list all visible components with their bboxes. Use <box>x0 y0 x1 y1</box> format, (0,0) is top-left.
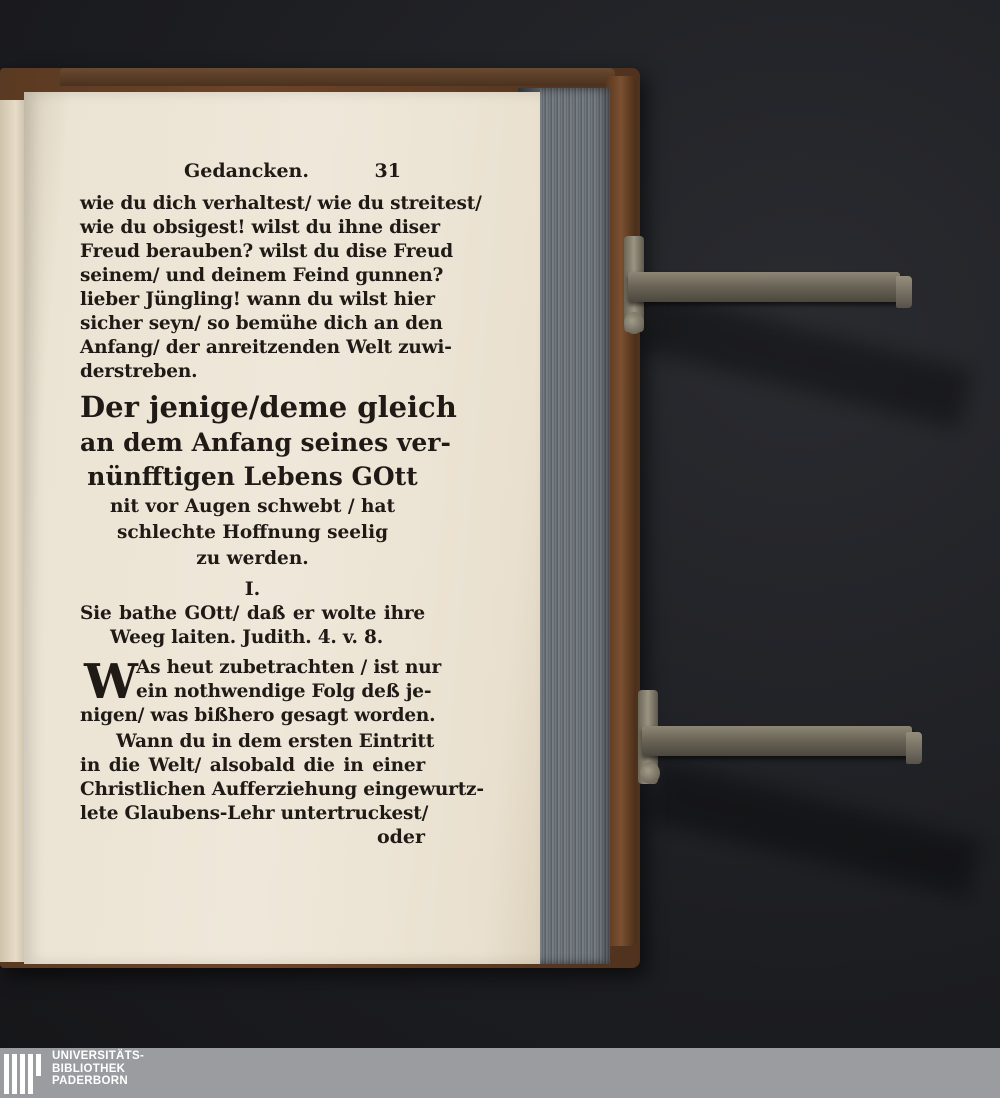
library-footer-bar <box>0 1048 1000 1098</box>
heading-line: zu werden. <box>196 548 309 569</box>
text-line: Wann du in dem ersten Eintritt <box>116 731 435 752</box>
paragraph-opening <box>80 654 442 728</box>
text-line: lieber Jüngling! wann du wilst hier <box>80 289 435 310</box>
section-number: I. <box>244 578 261 600</box>
library-logo-text <box>52 1050 144 1088</box>
section-number-block <box>80 578 425 600</box>
heading-line: nünfftigen Lebens GOtt <box>87 462 418 491</box>
catchword: oder <box>376 826 425 848</box>
drop-initial: W <box>84 654 138 710</box>
logo-line: PADERBORN <box>52 1075 128 1087</box>
heading-line: Der jenige/deme gleich <box>80 390 457 424</box>
clasp-knob-top <box>624 312 644 334</box>
logo-line: BIBLIOTHEK <box>52 1062 126 1075</box>
clasp-bar-bottom <box>642 726 912 756</box>
text-line: in die Welt/ alsobald die in einer <box>80 755 425 776</box>
page-number: 31 <box>374 160 401 182</box>
text-line: wie du obsigest! wilst du ihne diser <box>80 217 440 238</box>
left-page-sliver <box>0 100 27 962</box>
motto-line: Sie bathe GOtt/ daß er wolte ihre <box>80 603 425 624</box>
running-head: Gedancken. <box>184 160 309 182</box>
text-line: derstreben. <box>80 361 198 382</box>
clasp-shadow-top <box>638 291 973 429</box>
paragraph-continued <box>80 192 482 384</box>
text-line: Christlichen Aufferziehung eingewurtz- <box>80 779 484 800</box>
clasp-shadow-bottom <box>648 761 983 899</box>
clasp-bar-top <box>628 272 900 302</box>
motto-line: Weeg laiten. Judith. 4. v. 8. <box>110 627 383 648</box>
text-line: wie du dich verhaltest/ wie du streitest/ <box>80 193 482 214</box>
book-fore-edge-cover <box>606 76 636 946</box>
section-heading <box>80 388 457 572</box>
text-line: sicher seyn/ so bemühe dich an den <box>80 313 443 334</box>
paragraph-body <box>80 730 484 848</box>
text-line: ein nothwendige Folg deß je- <box>136 681 432 702</box>
heading-line: schlechte Hoffnung seelig <box>116 522 389 543</box>
text-line: nigen/ was bißhero gesagt worden. <box>80 705 436 726</box>
logo-line: UNIVERSITÄTS- <box>52 1050 145 1062</box>
text-line: Anfang/ der anreitzenden Welt zuwi- <box>80 337 452 358</box>
heading-line: nit vor Augen schwebt / hat <box>109 496 396 517</box>
clasp-end-bottom <box>906 732 922 764</box>
book-cover-top-edge <box>60 68 615 86</box>
text-line: seinem/ und deinem Feind gunnen? <box>80 265 444 286</box>
clasp-knob-bottom <box>640 762 660 784</box>
text-line: As heut zubetrachten / ist nur <box>136 657 442 678</box>
heading-line: an dem Anfang seines ver- <box>80 428 451 457</box>
library-logo-icon <box>4 1054 42 1094</box>
motto <box>80 602 425 650</box>
text-line: Freud berauben? wilst du dise Freud <box>80 241 453 262</box>
text-line: lete Glaubens-Lehr untertruckest/ <box>80 803 429 824</box>
clasp-end-top <box>896 276 912 308</box>
